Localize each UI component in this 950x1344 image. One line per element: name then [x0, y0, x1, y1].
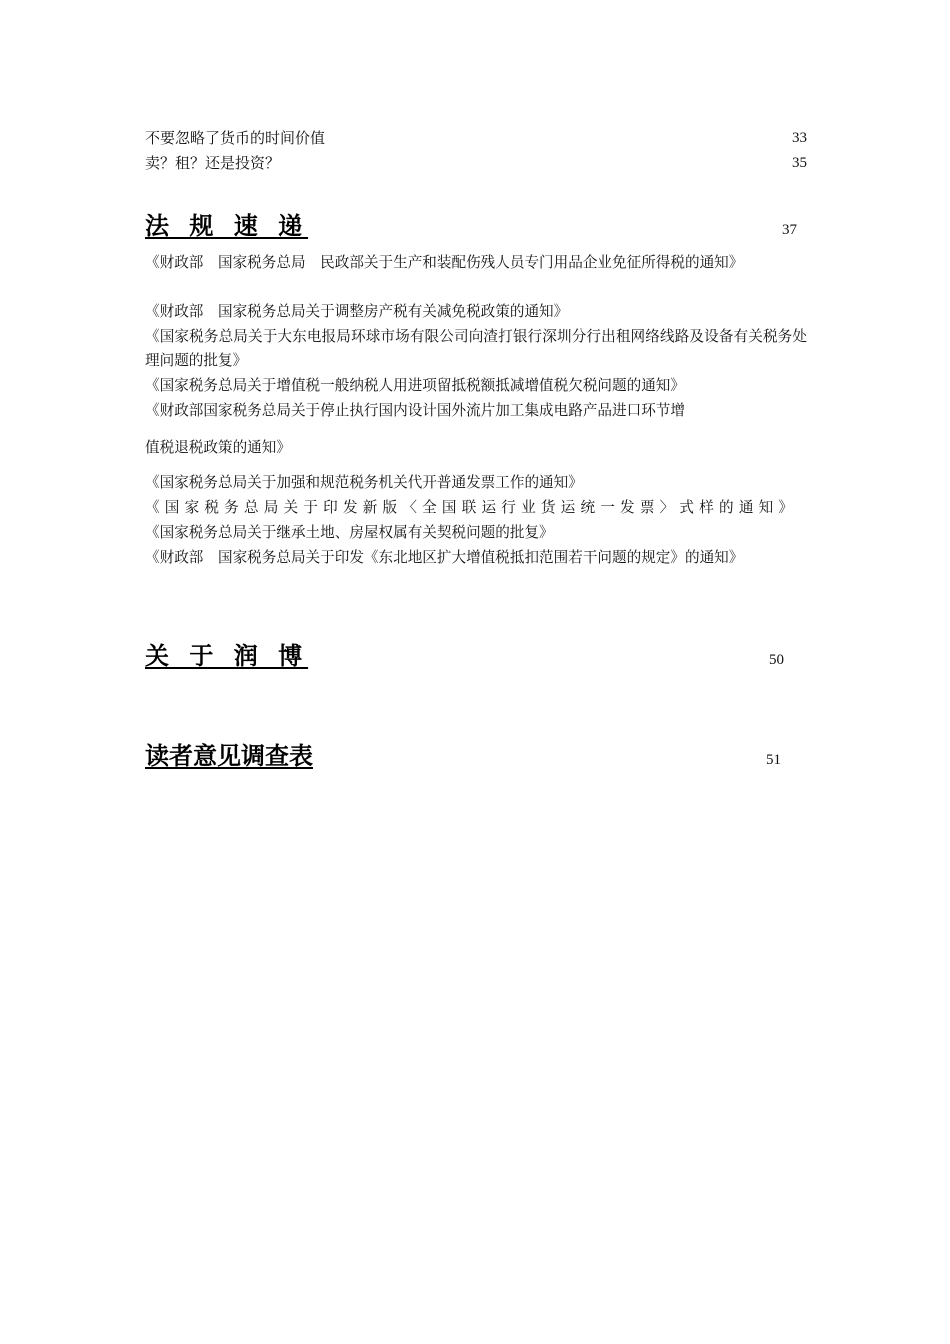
law-entry: 《国家税务总局关于印发新版〈全国联运行业货运统一发票〉式样的通知》	[145, 499, 799, 516]
law-entry: 《财政部 国家税务总局关于印发《东北地区扩大增值税抵扣范围若干问题的规定》的通知》	[145, 549, 744, 566]
law-entry: 值税退税政策的通知》	[145, 439, 291, 456]
toc-entry-page: 35	[792, 155, 807, 171]
section-heading-survey: 读者意见调查表	[145, 742, 313, 770]
law-entry: 《财政部国家税务总局关于停止执行国内设计国外流片加工集成电路产品进口环节增	[145, 402, 685, 419]
section-page-survey: 51	[766, 752, 781, 768]
section-heading-laws: 法 规 速 递	[145, 212, 309, 240]
section-page-laws: 37	[782, 222, 797, 238]
section-heading-about: 关 于 润 博	[145, 642, 309, 670]
toc-entry-page: 33	[792, 130, 807, 146]
law-entry: 《国家税务总局关于增值税一般纳税人用进项留抵税额抵减增值税欠税问题的通知》	[145, 377, 685, 394]
toc-entry-title: 不要忽略了货币的时间价值	[145, 129, 326, 147]
law-entry: 《财政部 国家税务总局 民政部关于生产和装配伤残人员专门用品企业免征所得税的通知》	[145, 254, 744, 271]
law-entry: 《国家税务总局关于加强和规范税务机关代开普通发票工作的通知》	[145, 474, 583, 491]
law-entry: 《国家税务总局关于大东电报局环球市场有限公司向渣打银行深圳分行出租网络线路及设备有关税务处理问题的批复》	[145, 328, 807, 369]
law-entry: 《国家税务总局关于继承土地、房屋权属有关契税问题的批复》	[145, 524, 554, 541]
section-page-about: 50	[769, 652, 784, 668]
law-entry: 《财政部 国家税务总局关于调整房产税有关减免税政策的通知》	[145, 303, 569, 320]
toc-entry	[145, 126, 807, 150]
toc-entry-title: 卖？租？还是投资？	[145, 154, 281, 172]
toc-entry	[145, 151, 807, 175]
